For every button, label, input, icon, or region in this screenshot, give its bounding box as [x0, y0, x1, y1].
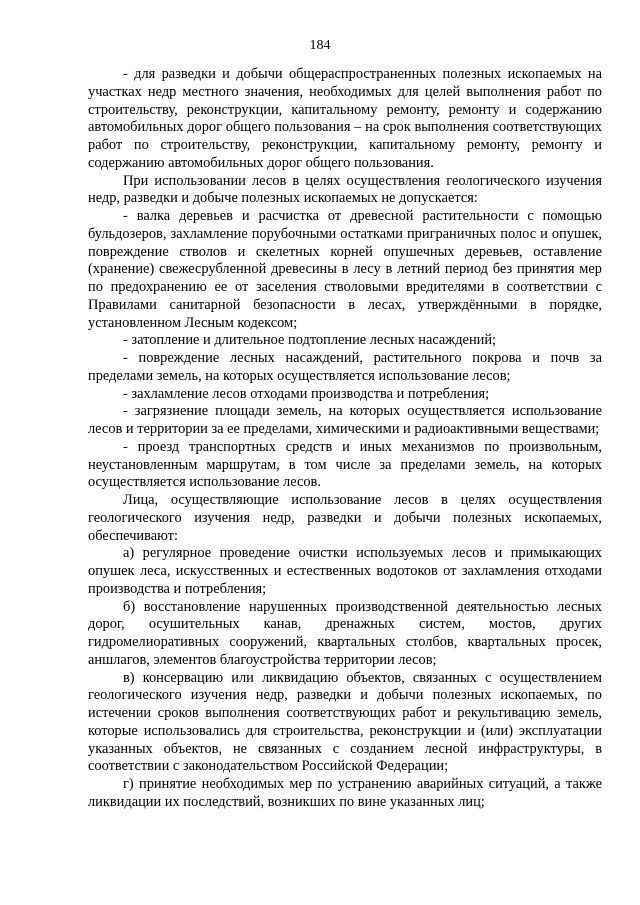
paragraph: - валка деревьев и расчистка от древесной растительности с помощью бульдозеров, захламление порубочными остатками приграничных полос и опушек, повреждение стволов и скелетных корней опушечных деревьев, оставление (хранение) свежесрубленной древесины в лесу в летний период без принятия мер по предохранению ее от заселения стволовыми вредителями в соответствии с Правилами санитарной безопасности в лесах, утверждёнными в порядке, установленном Лесным кодексом;: [88, 208, 602, 331]
page-number: 184: [309, 38, 331, 53]
paragraph: При использовании лесов в целях осуществления геологического изучения недр, разведки и добыче полезных ископаемых не допускается:: [88, 172, 602, 207]
paragraph: б) восстановление нарушенных производственной деятельностью лесных дорог, осушительных канав, дренажных систем, мостов, других гидромелиоративных сооружений, квартальных столбов, квартальных просек, аншлагов, элементов благоустройства территории лесов;: [88, 598, 602, 668]
document-body: [88, 66, 602, 812]
paragraph: - захламление лесов отходами производства и потребления;: [123, 385, 490, 402]
paragraph: Лица, осуществляющие использование лесов в целях осуществления геологического изучения недр, разведки и добычи полезных ископаемых, обеспечивают:: [88, 492, 602, 544]
paragraph: в) консервацию или ликвидацию объектов, связанных с осуществлением геологического изучения недр, разведки и добычи полезных ископаемых, по истечении сроков выполнения соответствующих работ и рекультивацию земель, которые использовались для строительства, реконструкции и (или) эксплуатации указанных объектов, не связанных с созданием лесной инфраструктуры, в соответствии с законодательством Российской Федерации;: [88, 669, 602, 775]
paragraph: а) регулярное проведение очистки используемых лесов и примыкающих опушек леса, искусственных и естественных водотоков от захламления отходами производства и потребления;: [88, 545, 602, 597]
paragraph: - загрязнение площади земель, на которых осуществляется использование лесов и территории за ее пределами, химическими и радиоактивными веществами;: [88, 403, 602, 437]
paragraph: - повреждение лесных насаждений, растительного покрова и почв за пределами земель, на которых осуществляется использование лесов;: [88, 350, 602, 384]
paragraph: г) принятие необходимых мер по устранению аварийных ситуаций, а также ликвидации их последствий, возникших по вине указанных лиц;: [88, 776, 602, 810]
paragraph: - для разведки и добычи общераспространенных полезных ископаемых на участках недр местного значения, необходимых для целей выполнения работ по строительству, реконструкции, капитальному ремонту, ремонту и содержанию автомобильных дорог общего пользования – на срок выполнения соответствующих работ по строительству, реконструкции, капитальному ремонту, ремонту и содержанию автомобильных дорог общего пользования.: [88, 66, 602, 171]
paragraph: - проезд транспортных средств и иных механизмов по произвольным, неустановленным маршрутам, в том числе за пределами земель, на которых осуществляется использование лесов.: [88, 438, 602, 491]
paragraph: - затопление и длительное подтопление лесных насаждений;: [123, 332, 497, 349]
